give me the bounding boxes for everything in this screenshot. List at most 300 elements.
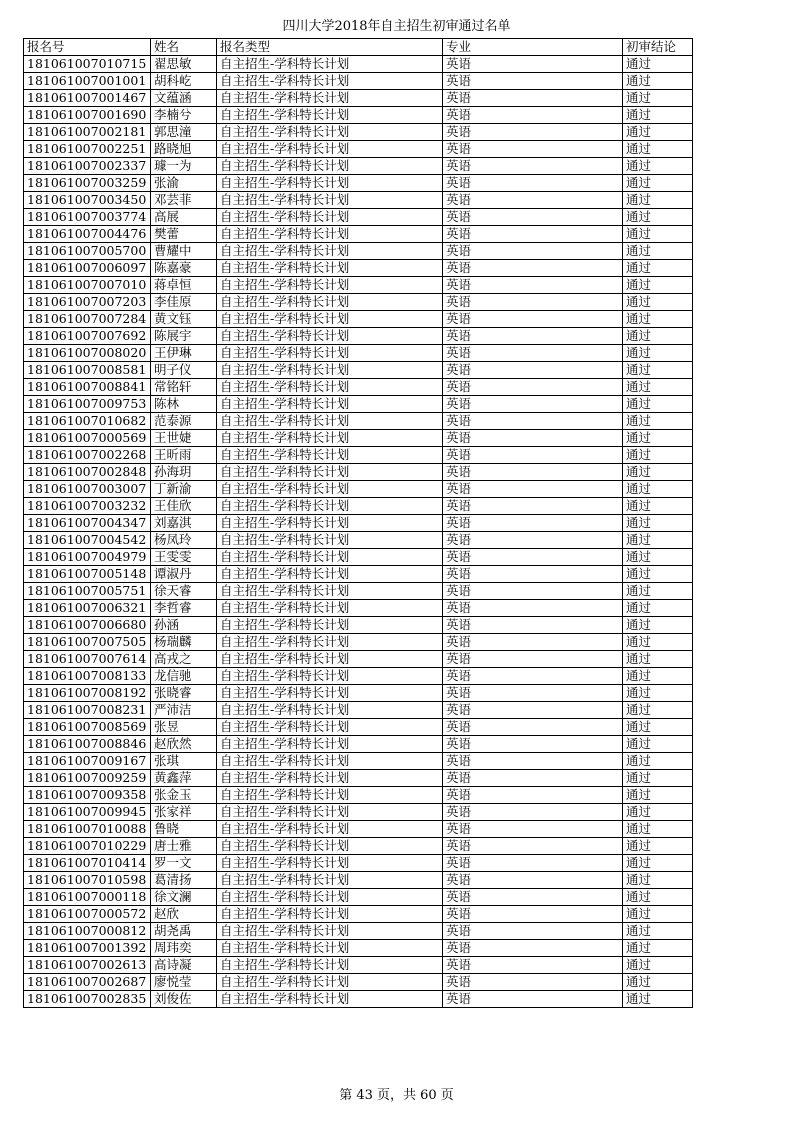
name-cell: 刘嘉淇 [151, 515, 217, 532]
registration-number-cell: 181061007007614 [24, 651, 151, 668]
registration-number-cell: 181061007004347 [24, 515, 151, 532]
application-type-cell: 自主招生-学科特长计划 [217, 753, 443, 770]
table-row [24, 124, 693, 141]
name-cell: 孙海玥 [151, 464, 217, 481]
major-cell: 英语 [443, 396, 623, 413]
document-title: 四川大学2018年自主招生初审通过名单 [282, 19, 511, 34]
review-result-cell: 通过 [623, 396, 693, 413]
application-type-cell: 自主招生-学科特长计划 [217, 430, 443, 447]
table-row [24, 260, 693, 277]
review-result-cell: 通过 [623, 583, 693, 600]
major-cell: 英语 [443, 379, 623, 396]
application-type-cell: 自主招生-学科特长计划 [217, 73, 443, 90]
application-type-cell: 自主招生-学科特长计划 [217, 379, 443, 396]
application-type-cell: 自主招生-学科特长计划 [217, 260, 443, 277]
application-type-cell: 自主招生-学科特长计划 [217, 634, 443, 651]
application-type-cell: 自主招生-学科特长计划 [217, 124, 443, 141]
major-cell: 英语 [443, 787, 623, 804]
review-result-cell: 通过 [623, 600, 693, 617]
name-cell: 张晓睿 [151, 685, 217, 702]
review-result-cell: 通过 [623, 872, 693, 889]
application-type-cell: 自主招生-学科特长计划 [217, 328, 443, 345]
table-row [24, 583, 693, 600]
registration-number-cell: 181061007007505 [24, 634, 151, 651]
application-type-cell: 自主招生-学科特长计划 [217, 107, 443, 124]
review-result-cell: 通过 [623, 464, 693, 481]
name-cell: 孙涵 [151, 617, 217, 634]
name-cell: 李哲睿 [151, 600, 217, 617]
application-type-cell: 自主招生-学科特长计划 [217, 175, 443, 192]
registration-number-cell: 181061007000812 [24, 923, 151, 940]
major-cell: 英语 [443, 991, 623, 1008]
name-cell: 陈林 [151, 396, 217, 413]
review-result-cell: 通过 [623, 192, 693, 209]
name-cell: 黄鑫萍 [151, 770, 217, 787]
major-cell: 英语 [443, 583, 623, 600]
registration-number-cell: 181061007003450 [24, 192, 151, 209]
table-row [24, 719, 693, 736]
review-result-cell: 通过 [623, 889, 693, 906]
header-cell-name: 姓名 [151, 39, 217, 56]
table-row [24, 787, 693, 804]
review-result-cell: 通过 [623, 498, 693, 515]
review-result-cell: 通过 [623, 566, 693, 583]
application-type-cell: 自主招生-学科特长计划 [217, 583, 443, 600]
name-cell: 周玮奕 [151, 940, 217, 957]
name-cell: 赵欣 [151, 906, 217, 923]
registration-number-cell: 181061007005148 [24, 566, 151, 583]
review-result-cell: 通过 [623, 821, 693, 838]
name-cell: 范泰源 [151, 413, 217, 430]
application-type-cell: 自主招生-学科特长计划 [217, 549, 443, 566]
review-result-cell: 通过 [623, 787, 693, 804]
name-cell: 王世婕 [151, 430, 217, 447]
name-cell: 胡科屹 [151, 73, 217, 90]
name-cell: 王伊琳 [151, 345, 217, 362]
name-cell: 龙信驰 [151, 668, 217, 685]
name-cell: 高诗凝 [151, 957, 217, 974]
name-cell: 常铭轩 [151, 379, 217, 396]
major-cell: 英语 [443, 838, 623, 855]
table-row [24, 192, 693, 209]
major-cell: 英语 [443, 175, 623, 192]
name-cell: 翟思敏 [151, 56, 217, 73]
table-row [24, 957, 693, 974]
name-cell: 王昕雨 [151, 447, 217, 464]
application-type-cell: 自主招生-学科特长计划 [217, 685, 443, 702]
major-cell: 英语 [443, 855, 623, 872]
table-row [24, 243, 693, 260]
table-row [24, 328, 693, 345]
review-result-cell: 通过 [623, 532, 693, 549]
major-cell: 英语 [443, 226, 623, 243]
major-cell: 英语 [443, 957, 623, 974]
application-type-cell: 自主招生-学科特长计划 [217, 991, 443, 1008]
application-type-cell: 自主招生-学科特长计划 [217, 498, 443, 515]
major-cell: 英语 [443, 736, 623, 753]
table-row [24, 379, 693, 396]
name-cell: 明子仪 [151, 362, 217, 379]
application-type-cell: 自主招生-学科特长计划 [217, 617, 443, 634]
review-result-cell: 通过 [623, 481, 693, 498]
header-cell-major: 专业 [443, 39, 623, 56]
table-row [24, 345, 693, 362]
name-cell: 高展 [151, 209, 217, 226]
table-row [24, 226, 693, 243]
major-cell: 英语 [443, 617, 623, 634]
registration-number-cell: 181061007003007 [24, 481, 151, 498]
registration-number-cell: 181061007008846 [24, 736, 151, 753]
major-cell: 英语 [443, 430, 623, 447]
major-cell: 英语 [443, 974, 623, 991]
review-result-cell: 通过 [623, 430, 693, 447]
major-cell: 英语 [443, 107, 623, 124]
name-cell: 刘俊佐 [151, 991, 217, 1008]
table-row [24, 498, 693, 515]
name-cell: 葛清扬 [151, 872, 217, 889]
registration-number-cell: 181061007008581 [24, 362, 151, 379]
review-result-cell: 通过 [623, 124, 693, 141]
name-cell: 廖悦莹 [151, 974, 217, 991]
major-cell: 英语 [443, 464, 623, 481]
application-type-cell: 自主招生-学科特长计划 [217, 413, 443, 430]
application-type-cell: 自主招生-学科特长计划 [217, 923, 443, 940]
review-result-cell: 通过 [623, 991, 693, 1008]
review-result-cell: 通过 [623, 209, 693, 226]
application-type-cell: 自主招生-学科特长计划 [217, 294, 443, 311]
registration-number-cell: 181061007002835 [24, 991, 151, 1008]
application-type-cell: 自主招生-学科特长计划 [217, 56, 443, 73]
registration-number-cell: 181061007007203 [24, 294, 151, 311]
application-type-cell: 自主招生-学科特长计划 [217, 277, 443, 294]
name-cell: 胡尧禹 [151, 923, 217, 940]
major-cell: 英语 [443, 906, 623, 923]
review-result-cell: 通过 [623, 328, 693, 345]
major-cell: 英语 [443, 515, 623, 532]
registration-number-cell: 181061007008231 [24, 702, 151, 719]
major-cell: 英语 [443, 566, 623, 583]
major-cell: 英语 [443, 821, 623, 838]
application-type-cell: 自主招生-学科特长计划 [217, 226, 443, 243]
review-result-cell: 通过 [623, 243, 693, 260]
table-row [24, 277, 693, 294]
table-row [24, 56, 693, 73]
review-result-cell: 通过 [623, 719, 693, 736]
application-type-cell: 自主招生-学科特长计划 [217, 736, 443, 753]
table-row [24, 821, 693, 838]
review-result-cell: 通过 [623, 736, 693, 753]
name-cell: 王佳欣 [151, 498, 217, 515]
review-result-cell: 通过 [623, 362, 693, 379]
table-row [24, 311, 693, 328]
review-result-cell: 通过 [623, 107, 693, 124]
application-type-cell: 自主招生-学科特长计划 [217, 90, 443, 107]
name-cell: 唐士雅 [151, 838, 217, 855]
review-result-cell: 通过 [623, 549, 693, 566]
major-cell: 英语 [443, 600, 623, 617]
registration-number-cell: 181061007006097 [24, 260, 151, 277]
major-cell: 英语 [443, 872, 623, 889]
major-cell: 英语 [443, 719, 623, 736]
name-cell: 鲁晓 [151, 821, 217, 838]
table-row [24, 991, 693, 1008]
review-result-cell: 通过 [623, 379, 693, 396]
name-cell: 邓芸菲 [151, 192, 217, 209]
table-row [24, 209, 693, 226]
table-row [24, 566, 693, 583]
major-cell: 英语 [443, 413, 623, 430]
name-cell: 樊蕾 [151, 226, 217, 243]
registration-number-cell: 181061007008020 [24, 345, 151, 362]
review-result-cell: 通过 [623, 345, 693, 362]
table-row [24, 294, 693, 311]
major-cell: 英语 [443, 362, 623, 379]
table-row [24, 736, 693, 753]
name-cell: 郭思潼 [151, 124, 217, 141]
name-cell: 黄文钰 [151, 311, 217, 328]
registration-number-cell: 181061007002687 [24, 974, 151, 991]
registration-number-cell: 181061007009259 [24, 770, 151, 787]
table-header-row [24, 39, 693, 56]
review-result-cell: 通过 [623, 447, 693, 464]
application-type-cell: 自主招生-学科特长计划 [217, 362, 443, 379]
name-cell: 谭淑丹 [151, 566, 217, 583]
application-type-cell: 自主招生-学科特长计划 [217, 770, 443, 787]
major-cell: 英语 [443, 311, 623, 328]
registration-number-cell: 181061007001467 [24, 90, 151, 107]
table-row [24, 974, 693, 991]
application-type-cell: 自主招生-学科特长计划 [217, 821, 443, 838]
review-result-cell: 通过 [623, 311, 693, 328]
application-type-cell: 自主招生-学科特长计划 [217, 396, 443, 413]
registration-number-cell: 181061007003232 [24, 498, 151, 515]
header-cell-application-type: 报名类型 [217, 39, 443, 56]
table-row [24, 362, 693, 379]
table-row [24, 73, 693, 90]
registration-number-cell: 181061007002181 [24, 124, 151, 141]
major-cell: 英语 [443, 294, 623, 311]
registration-number-cell: 181061007010682 [24, 413, 151, 430]
name-cell: 王雯雯 [151, 549, 217, 566]
registration-number-cell: 181061007000569 [24, 430, 151, 447]
major-cell: 英语 [443, 651, 623, 668]
registration-number-cell: 181061007007692 [24, 328, 151, 345]
registration-number-cell: 181061007010715 [24, 56, 151, 73]
application-type-cell: 自主招生-学科特长计划 [217, 702, 443, 719]
major-cell: 英语 [443, 158, 623, 175]
major-cell: 英语 [443, 56, 623, 73]
major-cell: 英语 [443, 124, 623, 141]
registration-number-cell: 181061007001001 [24, 73, 151, 90]
table-row [24, 430, 693, 447]
application-type-cell: 自主招生-学科特长计划 [217, 719, 443, 736]
table-row [24, 175, 693, 192]
table-row [24, 838, 693, 855]
review-result-cell: 通过 [623, 685, 693, 702]
table-row [24, 770, 693, 787]
registration-number-cell: 181061007001690 [24, 107, 151, 124]
registration-number-cell: 181061007007284 [24, 311, 151, 328]
review-result-cell: 通过 [623, 294, 693, 311]
name-cell: 高戎之 [151, 651, 217, 668]
name-cell: 严沛洁 [151, 702, 217, 719]
major-cell: 英语 [443, 668, 623, 685]
review-result-cell: 通过 [623, 158, 693, 175]
major-cell: 英语 [443, 73, 623, 90]
registration-number-cell: 181061007008569 [24, 719, 151, 736]
review-result-cell: 通过 [623, 634, 693, 651]
application-type-cell: 自主招生-学科特长计划 [217, 889, 443, 906]
major-cell: 英语 [443, 447, 623, 464]
application-type-cell: 自主招生-学科特长计划 [217, 481, 443, 498]
table-row [24, 906, 693, 923]
name-cell: 张金玉 [151, 787, 217, 804]
registration-number-cell: 181061007010414 [24, 855, 151, 872]
table-row [24, 685, 693, 702]
registration-number-cell: 181061007010229 [24, 838, 151, 855]
application-type-cell: 自主招生-学科特长计划 [217, 668, 443, 685]
registration-number-cell: 181061007008841 [24, 379, 151, 396]
application-type-cell: 自主招生-学科特长计划 [217, 447, 443, 464]
major-cell: 英语 [443, 141, 623, 158]
review-result-cell: 通过 [623, 515, 693, 532]
major-cell: 英语 [443, 90, 623, 107]
registration-number-cell: 181061007004542 [24, 532, 151, 549]
application-type-cell: 自主招生-学科特长计划 [217, 957, 443, 974]
major-cell: 英语 [443, 209, 623, 226]
registration-number-cell: 181061007000118 [24, 889, 151, 906]
table-row [24, 90, 693, 107]
major-cell: 英语 [443, 940, 623, 957]
registration-number-cell: 181061007002268 [24, 447, 151, 464]
review-result-cell: 通过 [623, 940, 693, 957]
table-row [24, 804, 693, 821]
name-cell: 李楠兮 [151, 107, 217, 124]
name-cell: 蒋卓恒 [151, 277, 217, 294]
review-result-cell: 通过 [623, 226, 693, 243]
application-type-cell: 自主招生-学科特长计划 [217, 566, 443, 583]
major-cell: 英语 [443, 532, 623, 549]
review-result-cell: 通过 [623, 855, 693, 872]
table-row [24, 549, 693, 566]
table-row [24, 464, 693, 481]
review-result-cell: 通过 [623, 770, 693, 787]
table-row [24, 413, 693, 430]
review-result-cell: 通过 [623, 260, 693, 277]
registration-number-cell: 181061007010088 [24, 821, 151, 838]
name-cell: 罗一文 [151, 855, 217, 872]
name-cell: 张家祥 [151, 804, 217, 821]
review-result-cell: 通过 [623, 838, 693, 855]
registration-number-cell: 181061007003774 [24, 209, 151, 226]
major-cell: 英语 [443, 328, 623, 345]
header-cell-registration-number: 报名号 [24, 39, 151, 56]
application-type-cell: 自主招生-学科特长计划 [217, 940, 443, 957]
table-row [24, 600, 693, 617]
review-result-cell: 通过 [623, 974, 693, 991]
application-type-cell: 自主招生-学科特长计划 [217, 872, 443, 889]
application-type-cell: 自主招生-学科特长计划 [217, 838, 443, 855]
name-cell: 陈展宇 [151, 328, 217, 345]
name-cell: 张琪 [151, 753, 217, 770]
major-cell: 英语 [443, 192, 623, 209]
table-row [24, 923, 693, 940]
table-row [24, 447, 693, 464]
review-result-cell: 通过 [623, 651, 693, 668]
registration-number-cell: 181061007002337 [24, 158, 151, 175]
review-result-cell: 通过 [623, 277, 693, 294]
application-type-cell: 自主招生-学科特长计划 [217, 158, 443, 175]
application-type-cell: 自主招生-学科特长计划 [217, 974, 443, 991]
table-row [24, 668, 693, 685]
registration-number-cell: 181061007001392 [24, 940, 151, 957]
registration-number-cell: 181061007010598 [24, 872, 151, 889]
review-result-cell: 通过 [623, 617, 693, 634]
application-type-cell: 自主招生-学科特长计划 [217, 243, 443, 260]
review-result-cell: 通过 [623, 804, 693, 821]
application-type-cell: 自主招生-学科特长计划 [217, 600, 443, 617]
review-result-cell: 通过 [623, 175, 693, 192]
name-cell: 路晓旭 [151, 141, 217, 158]
review-result-cell: 通过 [623, 141, 693, 158]
registration-number-cell: 181061007008133 [24, 668, 151, 685]
table-row [24, 481, 693, 498]
table-body [24, 56, 693, 1008]
table-row [24, 872, 693, 889]
registration-number-cell: 181061007004979 [24, 549, 151, 566]
name-cell: 赵欣然 [151, 736, 217, 753]
application-type-cell: 自主招生-学科特长计划 [217, 345, 443, 362]
review-result-cell: 通过 [623, 702, 693, 719]
review-result-cell: 通过 [623, 668, 693, 685]
application-type-cell: 自主招生-学科特长计划 [217, 464, 443, 481]
application-type-cell: 自主招生-学科特长计划 [217, 192, 443, 209]
registration-number-cell: 181061007002613 [24, 957, 151, 974]
review-result-cell: 通过 [623, 73, 693, 90]
review-result-cell: 通过 [623, 413, 693, 430]
application-type-cell: 自主招生-学科特长计划 [217, 906, 443, 923]
registration-number-cell: 181061007009753 [24, 396, 151, 413]
major-cell: 英语 [443, 634, 623, 651]
registration-number-cell: 181061007009167 [24, 753, 151, 770]
application-type-cell: 自主招生-学科特长计划 [217, 804, 443, 821]
major-cell: 英语 [443, 753, 623, 770]
review-result-cell: 通过 [623, 90, 693, 107]
application-type-cell: 自主招生-学科特长计划 [217, 651, 443, 668]
name-cell: 徐天睿 [151, 583, 217, 600]
registration-number-cell: 181061007006321 [24, 600, 151, 617]
registration-number-cell: 181061007009945 [24, 804, 151, 821]
header-cell-review-result: 初审结论 [623, 39, 693, 56]
major-cell: 英语 [443, 923, 623, 940]
major-cell: 英语 [443, 481, 623, 498]
registration-number-cell: 181061007005700 [24, 243, 151, 260]
table-row [24, 940, 693, 957]
name-cell: 杨瑞麟 [151, 634, 217, 651]
registration-number-cell: 181061007003259 [24, 175, 151, 192]
application-type-cell: 自主招生-学科特长计划 [217, 311, 443, 328]
major-cell: 英语 [443, 498, 623, 515]
review-result-cell: 通过 [623, 906, 693, 923]
name-cell: 文蕴涵 [151, 90, 217, 107]
major-cell: 英语 [443, 770, 623, 787]
application-type-cell: 自主招生-学科特长计划 [217, 515, 443, 532]
table-row [24, 889, 693, 906]
review-result-cell: 通过 [623, 56, 693, 73]
name-cell: 张渝 [151, 175, 217, 192]
page-footer: 第 43 页，共 60 页 [339, 1088, 454, 1103]
table-row [24, 396, 693, 413]
